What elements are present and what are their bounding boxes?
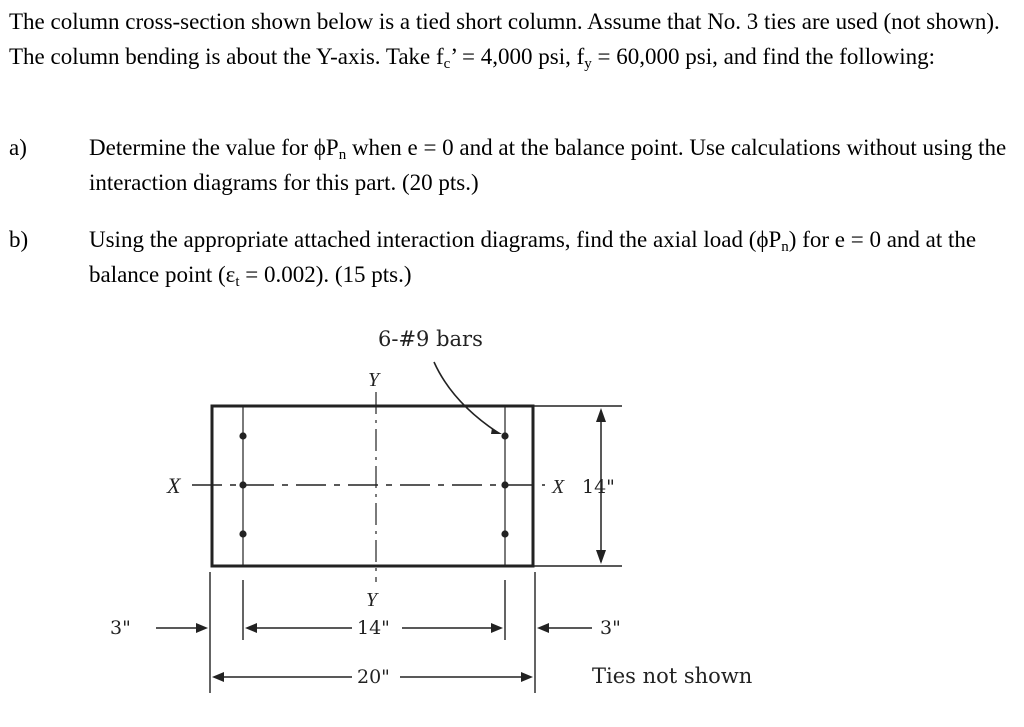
total-width-dimension-label: 20" [357, 666, 390, 688]
x-axis-label-left: X [167, 473, 181, 498]
inner-width-dimension-label: 14" [357, 617, 390, 639]
part-b-text-1: Using the appropriate attached interaction diagrams, find the axial load (ϕP [89, 227, 782, 252]
intro-text-1: The column cross-section shown below is a tied short column. Assume that No. 3 ties are used (not shown). The column bending is about the Y-axis. Take f [9, 9, 1000, 69]
rebar [501, 432, 508, 439]
arrowhead [491, 623, 503, 633]
bars-leader-line [434, 362, 497, 432]
arrowhead [521, 672, 533, 682]
y-axis-label-top: Y [368, 369, 380, 391]
rebar [239, 481, 246, 488]
left-cover-dimension-label: 3" [110, 617, 131, 639]
part-b-text-2: ) for e = 0 and at the balance point (ε [89, 227, 977, 287]
rebar [501, 530, 508, 537]
rebar [239, 530, 246, 537]
fy-subscript: y [584, 56, 592, 72]
arrowhead [196, 623, 208, 633]
arrowhead [491, 428, 502, 434]
bars-label: 6-#9 bars [378, 327, 483, 351]
problem-statement [9, 4, 1009, 74]
y-axis-label-bottom: Y [366, 589, 378, 611]
part-b-subscript-t: t [235, 274, 240, 290]
column-cross-section-figure [0, 300, 1024, 727]
arrowhead [245, 623, 257, 633]
fc-subscript: c [443, 56, 451, 72]
column-section-outline [212, 406, 533, 566]
ties-note: Ties not shown [592, 664, 753, 688]
right-cover-dimension-label: 3" [600, 617, 621, 639]
part-a-text-1: Determine the value for ϕP [89, 135, 339, 160]
part-b-label: b) [9, 227, 29, 252]
part-b-text-3: = 0.002). (15 pts.) [239, 262, 412, 287]
part-a-subscript-n: n [338, 147, 347, 163]
part-a-text [89, 130, 1014, 200]
x-axis-label-right: X [552, 476, 565, 498]
part-b-subscript-n: n [781, 239, 789, 255]
arrowhead [596, 408, 606, 422]
rebar [501, 481, 508, 488]
height-dimension-label: 14" [582, 476, 615, 498]
arrowhead [212, 672, 224, 682]
part-b-text [89, 222, 1014, 292]
part-a-label: a) [9, 135, 27, 160]
arrowhead [596, 550, 606, 564]
intro-text-2: ’ = 4,000 psi, f [450, 44, 585, 69]
rebar [239, 432, 246, 439]
intro-text-3: = 60,000 psi, and find the following: [591, 44, 936, 69]
part-a-text-2: when e = 0 and at the balance point. Use calculations without using the interaction diagrams for this part. (20 pts.) [89, 135, 1007, 195]
arrowhead [537, 623, 549, 633]
